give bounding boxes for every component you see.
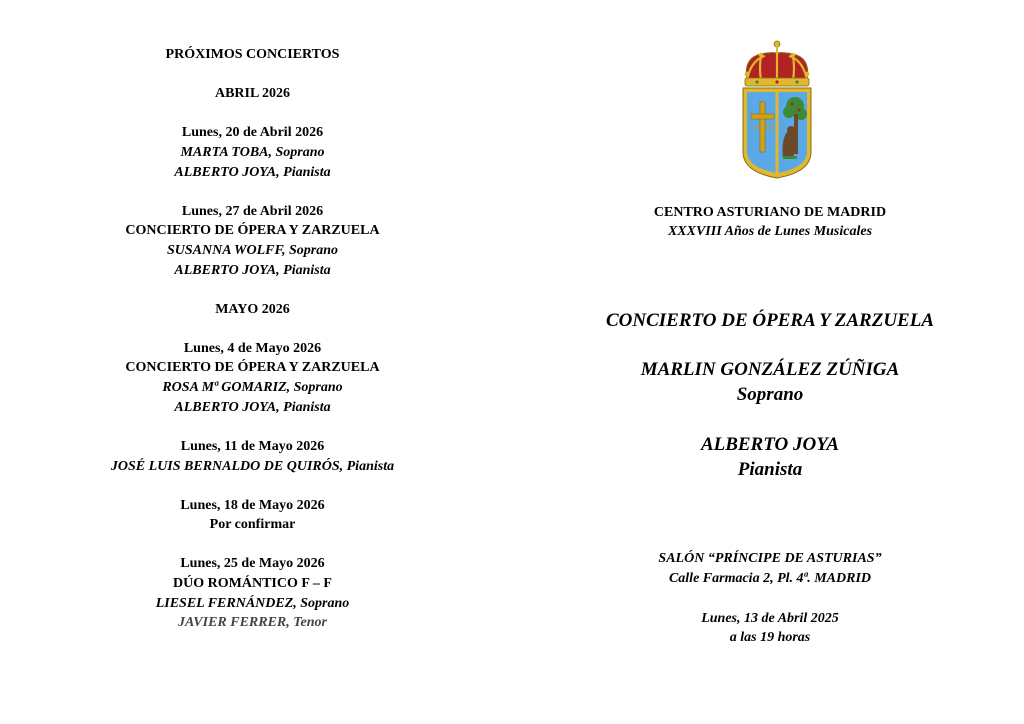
- pianist-role: Pianista: [737, 459, 803, 480]
- performer: ALBERTO JOYA, Pianista: [174, 400, 331, 415]
- performer: SUSANNA WOLFF, Soprano: [166, 243, 339, 258]
- upcoming-heading: PRÓXIMOS CONCIERTOS: [165, 47, 340, 62]
- performer: ROSA Mª GOMARIZ, Soprano: [162, 380, 343, 395]
- performer: JAVIER FERRER, Tenor: [177, 615, 327, 630]
- organization-name: CENTRO ASTURIANO DE MADRID: [653, 205, 887, 220]
- concert-date: Lunes, 27 de Abril 2026: [181, 204, 324, 219]
- performer: ALBERTO JOYA, Pianista: [174, 263, 331, 278]
- event-date: Lunes, 13 de Abril 2025: [701, 611, 839, 626]
- performer: MARTA TOBA, Soprano: [180, 145, 325, 160]
- concert-date: Lunes, 11 de Mayo 2026: [180, 439, 325, 454]
- performer: JOSÉ LUIS BERNALDO DE QUIRÓS, Pianista: [110, 459, 395, 474]
- concert-note: Por confirmar: [209, 517, 296, 532]
- performer: ALBERTO JOYA, Pianista: [174, 165, 331, 180]
- concert-date: Lunes, 18 de Mayo 2026: [180, 498, 325, 513]
- performer: LIESEL FERNÁNDEZ, Soprano: [155, 596, 350, 611]
- may-heading: MAYO 2026: [215, 302, 290, 317]
- svg-text:Ω: Ω: [766, 123, 773, 132]
- concert-date: Lunes, 25 de Mayo 2026: [180, 556, 325, 571]
- venue-name: SALÓN “PRÍNCIPE DE ASTURIAS”: [658, 551, 882, 566]
- april-heading: ABRIL 2026: [214, 86, 291, 101]
- soloist-name: MARLIN GONZÁLEZ ZÚÑIGA: [640, 359, 900, 380]
- soloist-role: Soprano: [736, 384, 804, 405]
- pianist-name: ALBERTO JOYA: [700, 434, 840, 455]
- venue-address: Calle Farmacia 2, Pl. 4ª. MADRID: [668, 571, 872, 586]
- event-time: a las 19 horas: [729, 630, 811, 645]
- svg-text:A: A: [754, 123, 760, 132]
- concert-title: DÚO ROMÁNTICO F – F: [173, 576, 332, 591]
- concert-title: CONCIERTO DE ÓPERA Y ZARZUELA: [125, 223, 380, 238]
- crown-icon: [745, 41, 810, 86]
- coat-of-arms-crest-icon: [737, 40, 817, 180]
- organization-subtitle: XXXVIII Años de Lunes Musicales: [667, 224, 873, 239]
- concert-title: CONCIERTO DE ÓPERA Y ZARZUELA: [606, 310, 934, 331]
- concert-date: Lunes, 20 de Abril 2026: [181, 125, 324, 140]
- concert-title: CONCIERTO DE ÓPERA Y ZARZUELA: [125, 360, 380, 375]
- concert-date: Lunes, 4 de Mayo 2026: [183, 341, 322, 356]
